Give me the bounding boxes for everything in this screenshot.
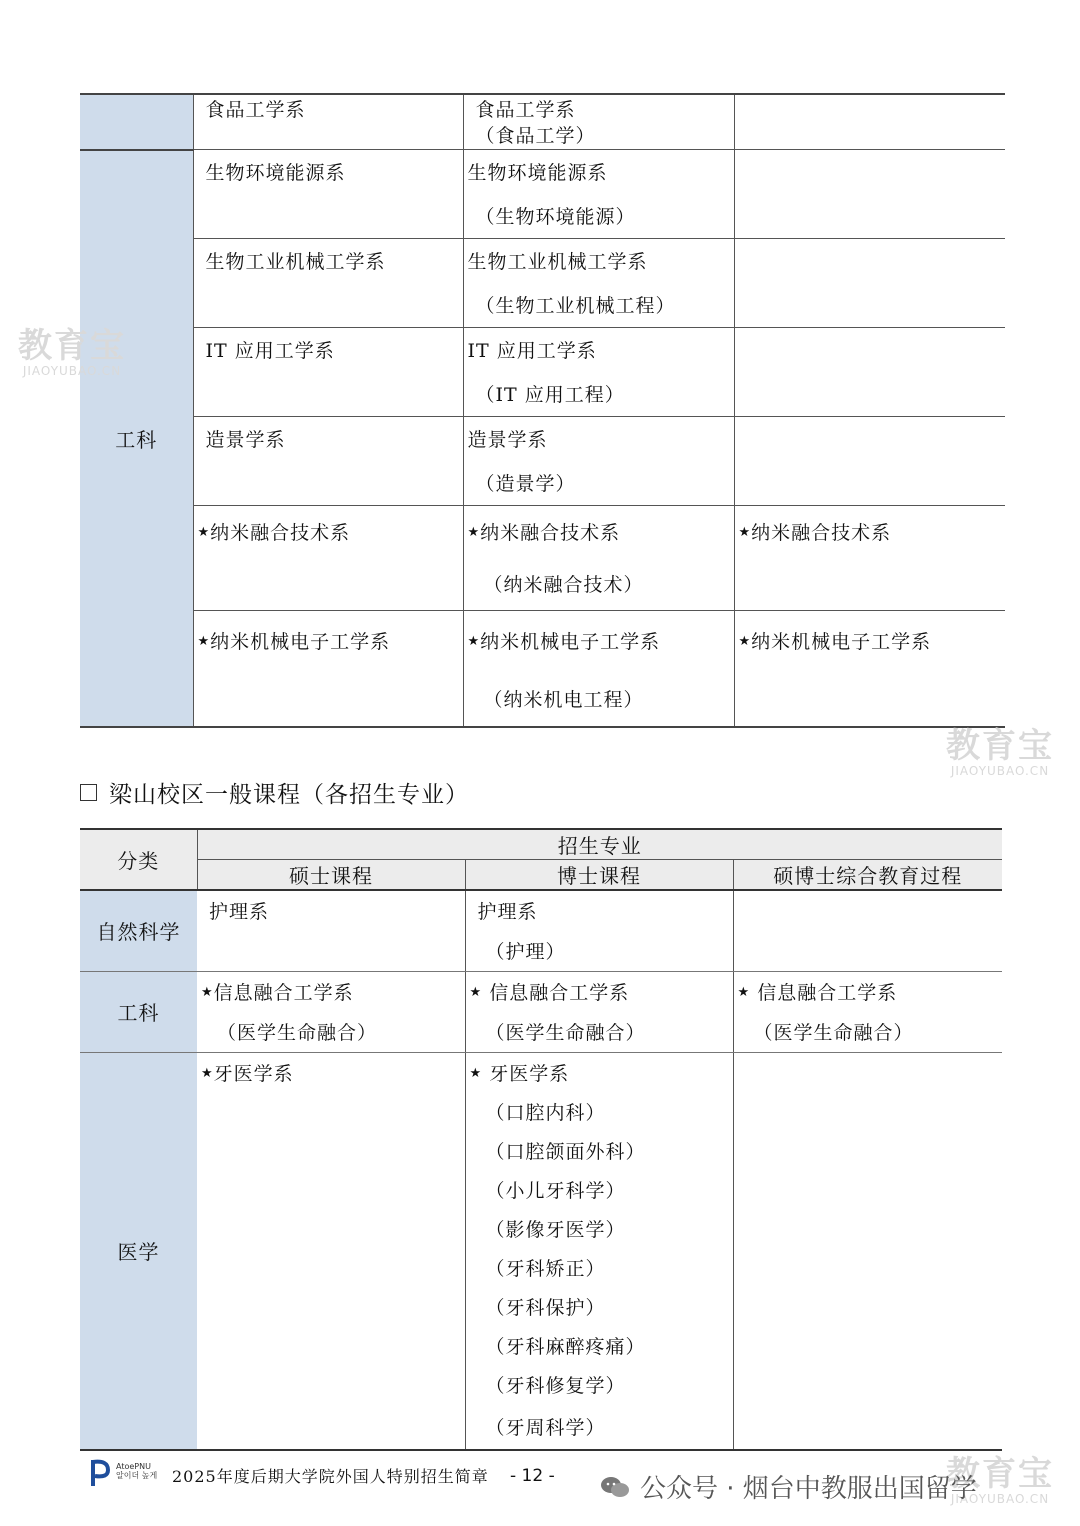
doctor-cell: ★纳米融合技术系 （纳米融合技术） bbox=[463, 506, 734, 611]
combined-cell: ★ 信息融合工学系 （医学生命融合） bbox=[733, 971, 1002, 1052]
star-mark: ★ bbox=[738, 634, 752, 649]
doctor-cell: 造景学系 （造景学） bbox=[463, 417, 734, 506]
star-mark: ★ bbox=[201, 1065, 214, 1081]
star-mark: ★ bbox=[197, 634, 211, 649]
header-combined: 硕博士综合教育过程 bbox=[733, 860, 1002, 891]
doctor-cell: IT 应用工学系 （IT 应用工程） bbox=[463, 328, 734, 417]
watermark: 教育宝 JIAOYUBAO.CN bbox=[946, 726, 1054, 778]
university-logo-icon bbox=[90, 1458, 112, 1488]
star-mark: ★ bbox=[467, 525, 481, 540]
wechat-account: 公众号 · 烟台中教服出国留学 bbox=[600, 1468, 977, 1505]
star-mark: ★ bbox=[469, 984, 483, 1000]
doctor-cell: 生物环境能源系 （生物环境能源） bbox=[463, 150, 734, 239]
combined-cell bbox=[734, 239, 1005, 328]
star-mark: ★ bbox=[738, 525, 752, 540]
star-mark: ★ bbox=[197, 525, 211, 540]
master-cell: ★牙医学系 bbox=[197, 1052, 465, 1450]
combined-cell bbox=[733, 1052, 1002, 1450]
master-cell: ★纳米融合技术系 bbox=[193, 506, 463, 611]
master-cell: ★信息融合工学系 （医学生命融合） bbox=[197, 971, 465, 1052]
combined-cell bbox=[734, 94, 1005, 150]
master-cell: ★纳米机械电子工学系 bbox=[193, 611, 463, 727]
table-row bbox=[80, 890, 1002, 971]
master-cell: IT 应用工学系 bbox=[193, 328, 463, 417]
majors-table-engineering bbox=[80, 93, 1005, 728]
table-row bbox=[80, 611, 1005, 727]
combined-cell bbox=[734, 150, 1005, 239]
combined-cell bbox=[734, 328, 1005, 417]
master-cell: 造景学系 bbox=[193, 417, 463, 506]
checkbox-square-icon bbox=[80, 784, 97, 801]
doctor-cell: ★ 牙医学系 （口腔内科） （口腔颌面外科） （小儿牙科学） （影像牙医学） （牙科矫正） （牙科保护） （牙科麻醉疼痛） （牙科修复学） （牙周科学） bbox=[465, 1052, 733, 1450]
master-cell: 护理系 bbox=[197, 890, 465, 971]
header-doctor: 博士课程 bbox=[465, 860, 733, 891]
majors-table-yangsan bbox=[80, 828, 1002, 1451]
doctor-cell: 生物工业机械工学系 （生物工业机械工程） bbox=[463, 239, 734, 328]
doctor-cell: ★ 信息融合工学系 （医学生命融合） bbox=[465, 971, 733, 1052]
combined-cell bbox=[733, 890, 1002, 971]
section-title: 梁山校区一般课程（各招生专业） bbox=[80, 776, 469, 809]
logo-text: AtoePNU 알이더 높게 bbox=[116, 1462, 158, 1480]
footer-title: 2025年度后期大学院外国人特别招生简章 bbox=[172, 1467, 489, 1486]
combined-cell: ★纳米机械电子工学系 bbox=[734, 611, 1005, 727]
master-cell: 食品工学系 bbox=[193, 94, 463, 150]
doctor-cell: ★纳米机械电子工学系 （纳米机电工程） bbox=[463, 611, 734, 727]
page-footer bbox=[80, 1448, 1005, 1518]
table-row bbox=[80, 506, 1005, 611]
category-cell: 自然科学 bbox=[80, 890, 197, 971]
star-mark: ★ bbox=[201, 984, 214, 1000]
table-header-row bbox=[80, 860, 1002, 891]
combined-cell: ★纳米融合技术系 bbox=[734, 506, 1005, 611]
table-row bbox=[80, 239, 1005, 328]
header-category: 分类 bbox=[80, 829, 197, 890]
doctor-cell: 食品工学系 （食品工学） bbox=[463, 94, 734, 150]
star-mark: ★ bbox=[737, 984, 751, 1000]
table-row bbox=[80, 94, 1005, 150]
table-row bbox=[80, 1052, 1002, 1450]
table-row bbox=[80, 417, 1005, 506]
table-row bbox=[80, 150, 1005, 239]
header-group: 招生专业 bbox=[197, 829, 1002, 860]
table-header-row bbox=[80, 829, 1002, 860]
page-number: - 12 - bbox=[510, 1466, 555, 1486]
category-cell-empty bbox=[80, 94, 193, 150]
combined-cell bbox=[734, 417, 1005, 506]
star-mark: ★ bbox=[469, 1065, 483, 1081]
master-cell: 生物环境能源系 bbox=[193, 150, 463, 239]
table-row bbox=[80, 971, 1002, 1052]
category-cell: 工科 bbox=[80, 971, 197, 1052]
wechat-icon bbox=[600, 1476, 630, 1498]
category-cell: 工科 bbox=[80, 150, 193, 727]
category-cell: 医学 bbox=[80, 1052, 197, 1450]
header-master: 硕士课程 bbox=[197, 860, 465, 891]
watermark: 教育宝 JIAOYUBAO.CN bbox=[946, 1454, 1054, 1506]
doctor-cell: 护理系 （护理） bbox=[465, 890, 733, 971]
master-cell: 生物工业机械工学系 bbox=[193, 239, 463, 328]
table-row bbox=[80, 328, 1005, 417]
watermark: 教育宝 JIAOYUBAO.CN bbox=[18, 326, 126, 378]
star-mark: ★ bbox=[467, 634, 481, 649]
